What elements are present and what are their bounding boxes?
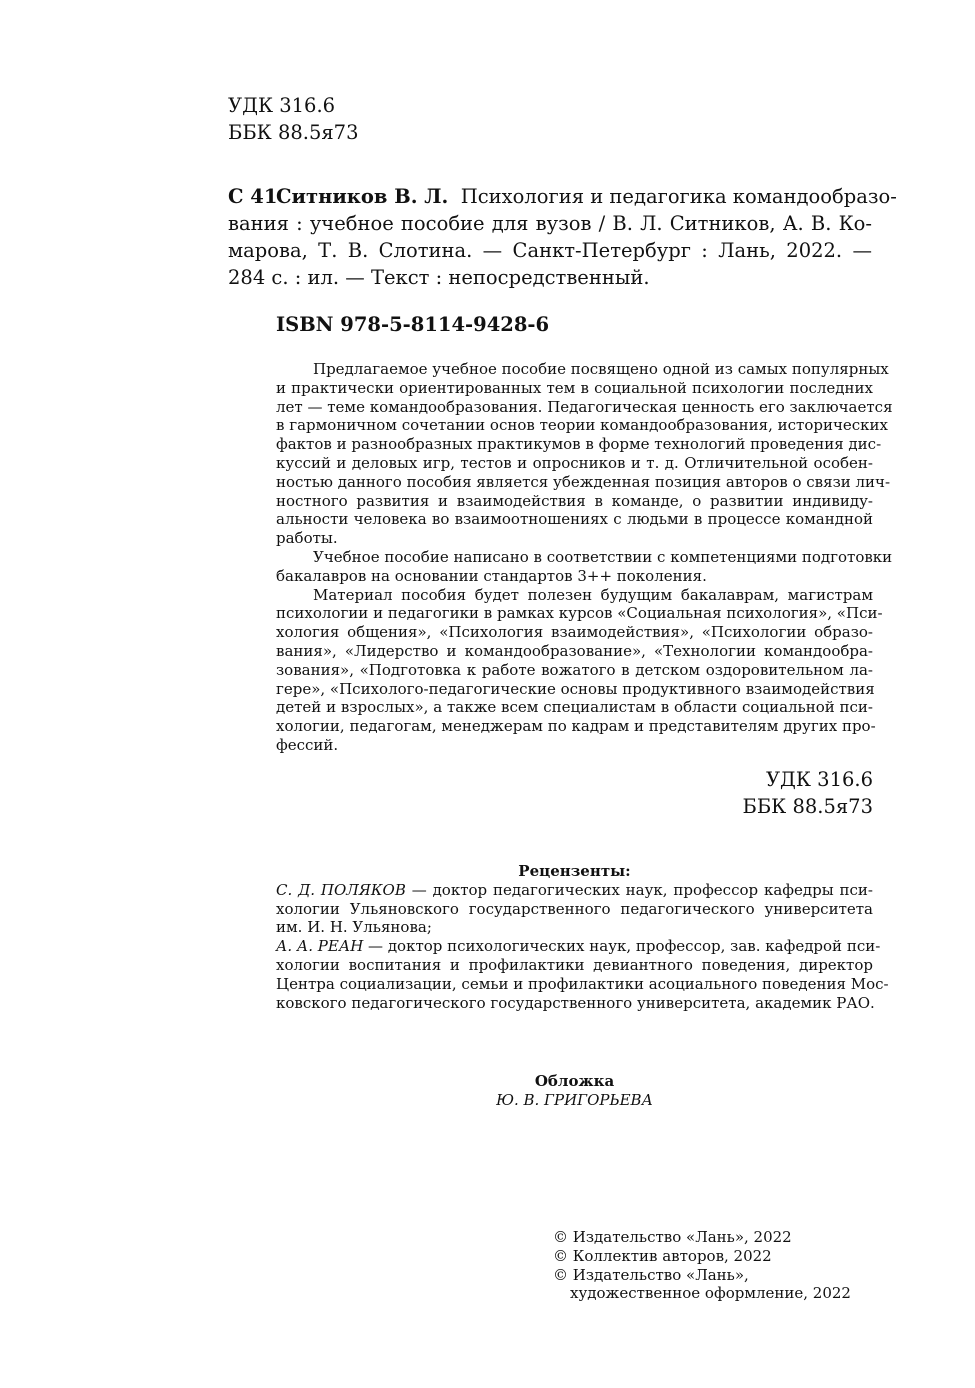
copyright-line-4: художественное оформление, 2022	[570, 1284, 851, 1303]
udk-code: УДК 316.6	[228, 94, 336, 117]
copyright-line-3: © Издательство «Лань»,	[553, 1265, 749, 1284]
reviewers: Рецензенты: С. Д. ПОЛЯКОВ — доктор педагогических наук, профессор кафедры пси- хологии Ульяновского государственного педагогического университета им. И. Н. Ульянова; А. А. РЕАН — доктор психологических наук, профессор, зав. кафедрой пси- хологии воспитания и профилактики девиантного поведения, директор Центра социализации, семьи и профилактики асоциального поведения Мос- ковского педагогического государственного университета, академик РАО.	[276, 862, 889, 1012]
reviewer-2-name: А. А. РЕАН	[276, 937, 364, 956]
annotation-paragraph-1: Предлагаемое учебное пособие посвящено одной из самых популярных и практически ориентированных тем в социальной психологии последних лет — теме командообразования. Педагогическая ценность его заключается в гармоничном сочетании основ теории командообразования, исторических фактов и разнообразных практикумов в форме технологий проведения дис- куссий и деловых игр, тестов и опросников и т. д. Отличительной особен- ностью данного пособия является убежденная позиция авторов о связи лич- ностного развития и взаимодействия в команде, о развитии индивиду- альности человека во взаимоотношениях с людьми в процессе командной работы.	[276, 360, 893, 548]
annotation-paragraph-3: Материал пособия будет полезен будущим бакалаврам, магистрам психологии и педагогики в рамках курсов «Социальная психология», «Пси- хология общения», «Психология взаимодействия», «Психологии образо- вания», «Лидерство и командообразование», «Технологии командообра- зования», «Подготовка к работе вожатого в детском оздоровительном ла- гере», «Психолого-педагогические основы продуктивного взаимодействия детей и взрослых», а также всем специалистам в области социальной пси- хологии, педагогам, менеджерам по кадрам и представителям других про- фессий.	[276, 585, 883, 754]
copyright-block	[553, 1228, 851, 1303]
bbk-code-bottom: ББК 88.5я73	[742, 795, 873, 818]
reviewer-2-line-1: А. А. РЕАН — доктор психологических наук, профессор, зав. кафедрой пси-	[276, 937, 881, 956]
cover-credit	[276, 1072, 873, 1110]
author-name: Ситников В. Л.	[276, 185, 449, 208]
reviewer-1-line-1: С. Д. ПОЛЯКОВ — доктор педагогических наук, профессор кафедры пси-	[276, 880, 873, 899]
copyright-line-1: © Издательство «Лань», 2022	[553, 1228, 792, 1246]
catalog-line-1: Ситников В. Л. Психология и педагогика командообразо-	[276, 185, 897, 208]
cover-designer: Ю. В. ГРИГОРЬЕВА	[496, 1090, 653, 1109]
udk-code-bottom: УДК 316.6	[765, 768, 873, 791]
classification-bottom	[600, 766, 873, 820]
annotation-paragraph-2: Учебное пособие написано в соответствии с компетенциями подготовки бакалавров на основании стандартов 3++ поколения.	[276, 547, 893, 585]
cover-heading: Обложка	[534, 1072, 615, 1090]
annotation	[276, 360, 893, 755]
classification-top	[228, 92, 358, 146]
reviewer-1-name: С. Д. ПОЛЯКОВ	[276, 880, 406, 899]
reviewers-heading: Рецензенты:	[518, 862, 631, 880]
isbn: ISBN 978-5-8114-9428-6	[276, 313, 550, 336]
catalog-line-3: марова, Т. В. Слотина. — Санкт-Петербург : Лань, 2022. —	[228, 239, 872, 262]
catalog-line-4: 284 с. : ил. — Текст : непосредственный.	[228, 266, 650, 289]
copyright-line-2: © Коллектив авторов, 2022	[553, 1246, 772, 1265]
bbk-code: ББК 88.5я73	[228, 121, 359, 144]
catalog-code-bold: С 41	[228, 185, 278, 208]
catalog-line-2: вания : учебное пособие для вузов / В. Л. Ситников, А. В. Ко-	[228, 212, 872, 235]
